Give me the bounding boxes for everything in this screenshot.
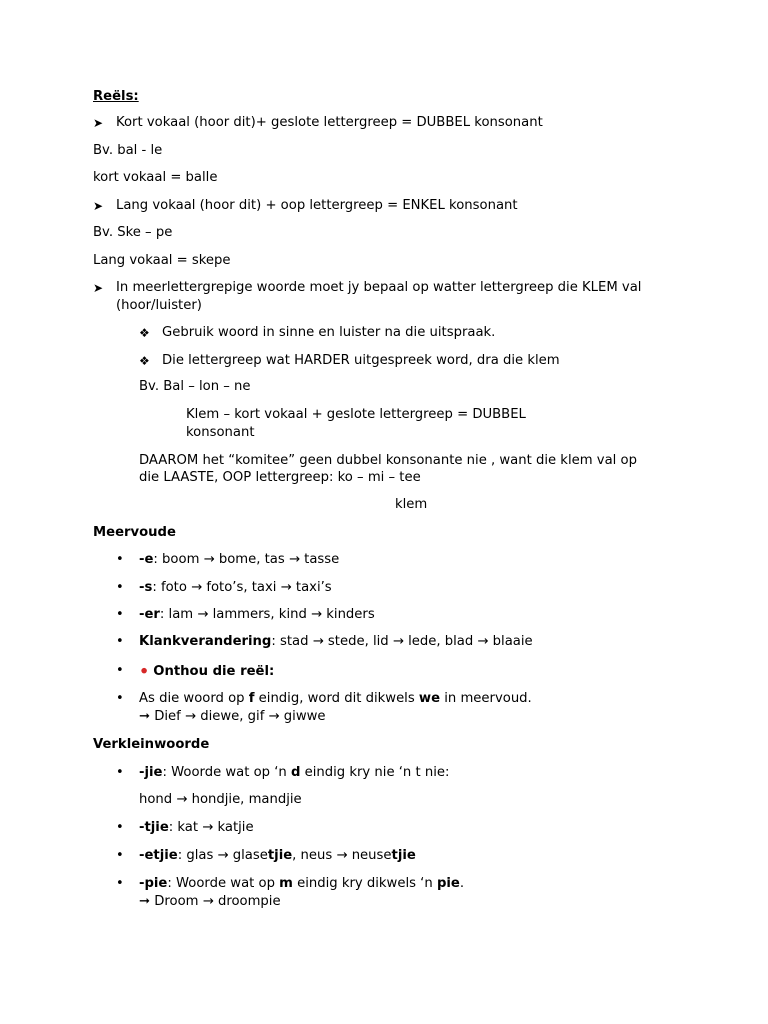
diamond-bullet-icon: ❖ [139, 354, 150, 368]
klem-label: klem [395, 497, 428, 512]
sub-rule-1: Gebruik woord in sinne en luister na die uitspraak. [162, 325, 496, 340]
rule-2: Lang vokaal (hoor dit) + oop lettergreep = ENKEL konsonant [116, 198, 518, 213]
bullet-icon: • [116, 552, 124, 567]
diamond-bullet-icon: ❖ [139, 326, 150, 340]
dim-item-pie: -pie: Woorde wat op m eindig kry dikwels ‘n pie. [139, 876, 465, 891]
rule-1: Kort vokaal (hoor dit)+ geslote lettergreep = DUBBEL konsonant [116, 115, 543, 130]
example-2a: Bv. Ske – pe [93, 225, 173, 240]
arrow-bullet-icon: ➤ [93, 116, 104, 130]
dim-pie-example: ➞ Droom → droompie [139, 894, 281, 909]
bullet-icon: • [116, 663, 124, 678]
daarom-line-2: die LAASTE, OOP lettergreep: ko – mi – tee [139, 470, 421, 485]
bullet-icon: • [116, 607, 124, 622]
rules-title: Reëls: [93, 89, 139, 104]
plural-item-e: -e: boom → bome, tas → tasse [139, 552, 340, 567]
dim-jie-example: hond → hondjie, mandjie [139, 792, 302, 807]
f-rule: As die woord op f eindig, word dit dikwels we in meervoud. [139, 691, 532, 706]
plurals-heading: Meervoude [93, 525, 176, 540]
plural-item-er: -er: lam → lammers, kind → kinders [139, 607, 375, 622]
example-1a: Bv. bal - le [93, 143, 163, 158]
remember-rule: ⚫ Onthou die reël: [139, 664, 275, 679]
bullet-icon: • [116, 691, 124, 706]
rule-3-line-2: (hoor/luister) [116, 298, 202, 313]
pushpin-icon: ⚫ [139, 664, 150, 678]
klem-line-1: Klem – kort vokaal + geslote lettergreep = DUBBEL [186, 407, 526, 422]
bullet-icon: • [116, 876, 124, 891]
bullet-icon: • [116, 580, 124, 595]
arrow-bullet-icon: ➤ [93, 199, 104, 213]
sub-rule-2: Die lettergreep wat HARDER uitgespreek word, dra die klem [162, 353, 560, 368]
example-1b: kort vokaal = balle [93, 170, 218, 185]
plural-item-klankverandering: Klankverandering: stad → stede, lid → lede, blad → blaaie [139, 634, 533, 649]
arrow-bullet-icon: ➤ [93, 281, 104, 295]
plural-item-s: -s: foto → foto’s, taxi → taxi’s [139, 580, 332, 595]
dim-item-tjie: -tjie: kat → katjie [139, 820, 254, 835]
example-2b: Lang vokaal = skepe [93, 253, 231, 268]
dim-item-etjie: -etjie: glas → glasetjie, neus → neusetjie [139, 848, 416, 863]
daarom-line-1: DAAROM het “komitee” geen dubbel konsonante nie , want die klem val op [139, 453, 637, 468]
diminutives-heading: Verkleinwoorde [93, 737, 210, 752]
dim-item-jie: -jie: Woorde wat op ‘n d eindig kry nie ‘n t nie: [139, 765, 450, 780]
klem-line-2: konsonant [186, 425, 255, 440]
example-3: Bv. Bal – lon – ne [139, 379, 251, 394]
rule-3-line-1: In meerlettergrepige woorde moet jy bepaal op watter lettergreep die KLEM val [116, 280, 642, 295]
bullet-icon: • [116, 820, 124, 835]
f-rule-example: ➞ Dief → diewe, gif → giwwe [139, 709, 326, 724]
bullet-icon: • [116, 848, 124, 863]
bullet-icon: • [116, 634, 124, 649]
bullet-icon: • [116, 765, 124, 780]
